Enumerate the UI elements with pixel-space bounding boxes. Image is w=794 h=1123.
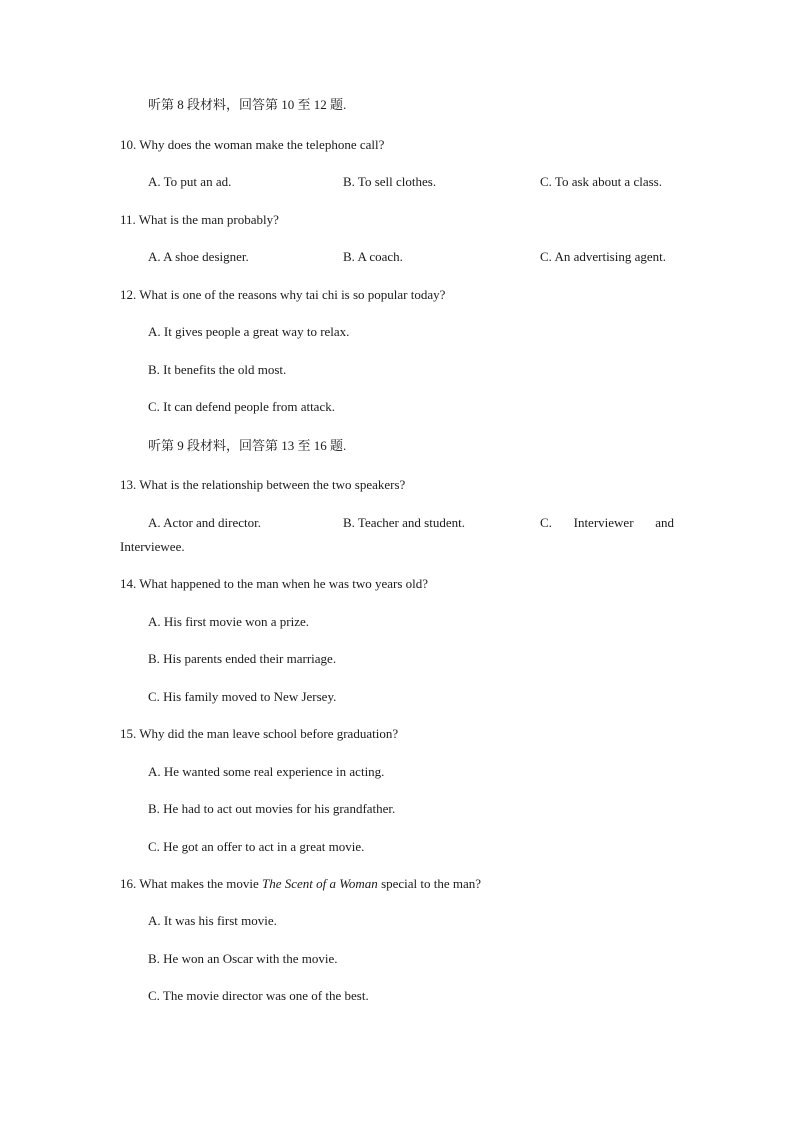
q10-option-a[interactable]: A. To put an ad.: [148, 174, 232, 189]
question-14: 14. What happened to the man when he was two years old?: [120, 576, 429, 591]
q13-option-b[interactable]: B. Teacher and student.: [343, 515, 465, 530]
q15-option-a[interactable]: A. He wanted some real experience in acting.: [148, 764, 385, 779]
q12-option-b[interactable]: B. It benefits the old most.: [148, 362, 287, 377]
q15-option-b[interactable]: B. He had to act out movies for his grandfather.: [148, 801, 396, 816]
q16-option-c[interactable]: C. The movie director was one of the best.: [148, 988, 369, 1003]
q13-option-c-word2: and: [655, 515, 674, 530]
question-16-suffix: special to the man?: [377, 876, 482, 891]
q11-option-c[interactable]: C. An advertising agent.: [540, 249, 667, 264]
q14-option-c[interactable]: C. His family moved to New Jersey.: [148, 689, 337, 704]
q13-option-c-word1: Interviewer: [573, 515, 634, 530]
question-16-prefix: 16. What makes the movie: [120, 876, 263, 891]
movie-title: The Scent of a Woman: [262, 876, 378, 891]
q11-option-b[interactable]: B. A coach.: [343, 249, 403, 264]
question-10: 10. Why does the woman make the telephone call?: [120, 137, 385, 152]
q12-option-a[interactable]: A. It gives people a great way to relax.: [148, 324, 350, 339]
section-heading-8: 听第 8 段材料，回答第 10 至 12 题.: [148, 97, 347, 112]
q13-option-c-continuation: Interviewee.: [120, 539, 185, 554]
q11-option-a[interactable]: A. A shoe designer.: [148, 249, 249, 264]
q13-option-c[interactable]: [540, 515, 674, 531]
q15-option-c[interactable]: C. He got an offer to act in a great movie.: [148, 839, 365, 854]
section-heading-9: 听第 9 段材料，回答第 13 至 16 题.: [148, 438, 347, 453]
question-16: [120, 876, 481, 892]
q13-option-a[interactable]: A. Actor and director.: [148, 515, 261, 530]
q10-option-c[interactable]: C. To ask about a class.: [540, 174, 662, 189]
question-15: 15. Why did the man leave school before graduation?: [120, 726, 399, 741]
q14-option-b[interactable]: B. His parents ended their marriage.: [148, 651, 337, 666]
q16-option-a[interactable]: A. It was his first movie.: [148, 913, 277, 928]
q10-option-b[interactable]: B. To sell clothes.: [343, 174, 437, 189]
question-12: 12. What is one of the reasons why tai chi is so popular today?: [120, 287, 446, 302]
question-11: 11. What is the man probably?: [120, 212, 279, 227]
q16-option-b[interactable]: B. He won an Oscar with the movie.: [148, 951, 338, 966]
q13-option-c-letter: C.: [540, 515, 552, 530]
q12-option-c[interactable]: C. It can defend people from attack.: [148, 399, 335, 414]
question-13: 13. What is the relationship between the two speakers?: [120, 477, 406, 492]
q14-option-a[interactable]: A. His first movie won a prize.: [148, 614, 310, 629]
